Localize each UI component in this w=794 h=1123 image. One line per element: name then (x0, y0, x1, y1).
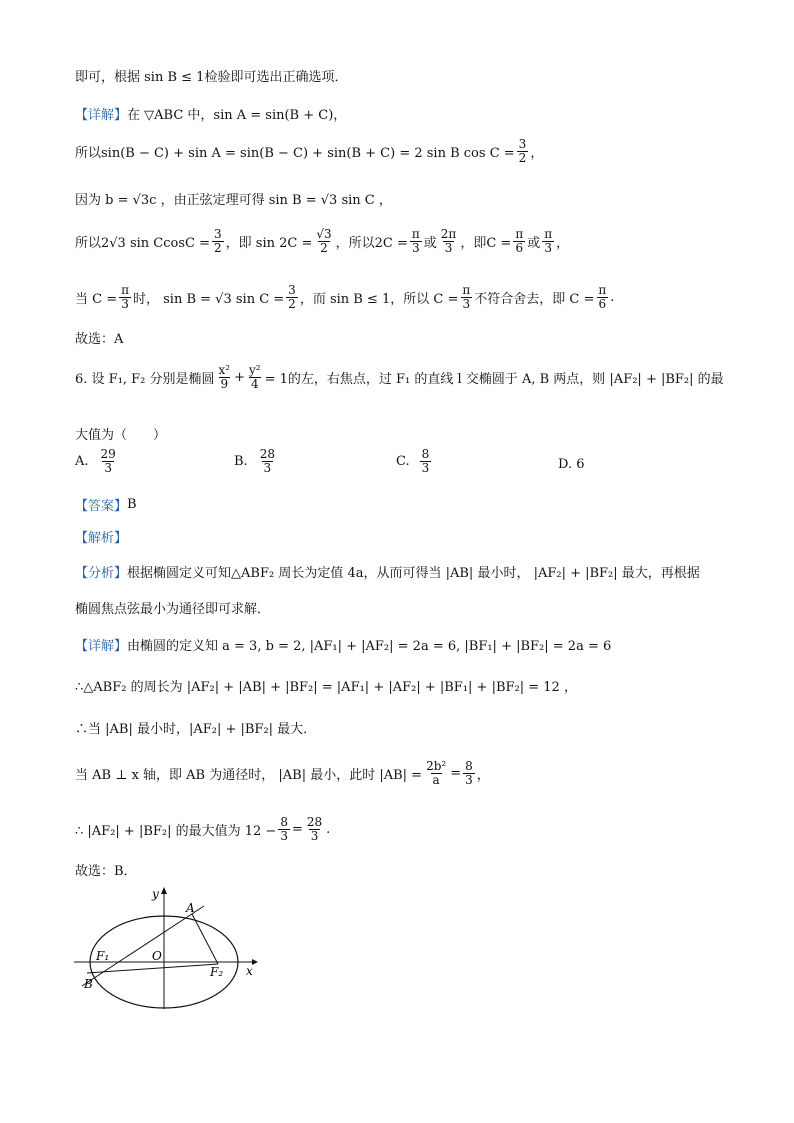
eq4-p1: 当 AB ⊥ x 轴，即 AB 为通径时， |AB| 最小，此时 |AB| = (75, 767, 423, 783)
eq2-frac4 (439, 228, 459, 254)
answer-value: B (127, 497, 137, 512)
option-c-fraction (420, 448, 432, 474)
eq4-f1-num: 2b² (426, 759, 447, 773)
option-b-den: 3 (263, 460, 272, 475)
eq3-f3-den: 3 (462, 296, 471, 311)
eq4-frac1 (424, 760, 448, 786)
answer-prev-line (75, 328, 123, 347)
label-y: y (152, 887, 159, 901)
when-min-text: ∴当 |AB| 最小时，|AF₂| + |BF₂| 最大． (75, 722, 317, 737)
eq2-f6-num: π (544, 227, 553, 241)
eq5-f2-den: 3 (310, 828, 319, 843)
q6-f1-num: x² (218, 363, 231, 377)
answer-prev: 故选：A (75, 332, 124, 347)
eq2-frac6 (542, 228, 554, 254)
eq2-f5-den: 6 (515, 240, 524, 255)
eq1-num: 3 (518, 137, 527, 151)
option-a-den: 3 (104, 460, 112, 475)
option-a (75, 448, 120, 474)
detail-line-2 (75, 635, 611, 654)
eq2-f2-den: 2 (320, 240, 328, 255)
eq2-f3-num: π (411, 227, 420, 241)
eq2-f1-den: 2 (214, 240, 222, 255)
perimeter-line (75, 676, 577, 695)
segment-af2 (192, 914, 218, 964)
fenxi-line-2 (75, 598, 270, 617)
y-axis-arrow (161, 887, 167, 894)
eq1-suffix: ， (530, 145, 544, 161)
option-c-label: C. (396, 453, 410, 469)
eq1-prefix: 所以sin(B − C) + sin A = sin(B − C) + sin(B + C) = 2 sin B cos C = (75, 145, 515, 161)
q6-f1-den: 9 (220, 376, 229, 391)
label-a: A (186, 901, 195, 915)
eq5-p1: ∴ |AF₂| + |BF₂| 的最大值为 12 − (75, 823, 277, 839)
eq5-frac1 (278, 816, 290, 842)
option-a-fraction (99, 448, 118, 474)
option-c-num: 8 (421, 447, 430, 461)
eq5-frac2 (305, 816, 324, 842)
q6-frac-y (247, 364, 263, 390)
eq2-f3-den: 3 (412, 240, 420, 255)
option-c-den: 3 (421, 460, 430, 475)
eq3-frac2 (286, 284, 298, 310)
q6-f2-den: 4 (250, 376, 259, 391)
option-d-label: D. 6 (558, 457, 585, 472)
eq3-f4-den: 6 (598, 296, 607, 311)
eq2-p6: 或 (527, 235, 541, 251)
fenxi-line-1 (75, 562, 700, 581)
eq1-fraction (517, 138, 529, 164)
fenxi-tag: 【分析】 (75, 566, 128, 581)
option-a-num: 29 (100, 447, 116, 461)
eq2-p5: ，即C = (460, 235, 512, 251)
answer-line (75, 495, 137, 514)
eq2-p4: 或 (423, 235, 437, 251)
detail-line-1 (75, 104, 346, 123)
eq4-frac2 (463, 760, 475, 786)
option-a-label: A. (75, 453, 89, 469)
option-b-num: 28 (259, 447, 275, 461)
label-b: B (84, 977, 93, 991)
eq2-f2-num: √3 (316, 227, 332, 241)
eq3-frac1 (119, 284, 131, 310)
eq5-f1-den: 3 (280, 828, 288, 843)
q6-p2: = 1的左，右焦点，过 F₁ 的直线 l 交椭圆于 A, B 两点，则 |AF₂| + |BF₂| 的最 (264, 371, 724, 387)
eq3-f2-num: 3 (288, 283, 296, 297)
final-answer: 故选：B． (75, 864, 137, 879)
q6-p3: 大值为（ ） (75, 428, 167, 443)
q6-f2-num: y² (249, 363, 261, 377)
detail2-text: 由椭圆的定义知 a = 3, b = 2, |AF₁| + |AF₂| = 2a = 6, |BF₁| + |BF₂| = 2a = 6 (127, 639, 612, 654)
eq3-f1-den: 3 (121, 296, 129, 311)
because-text: 因为 b = √3c ，由正弦定理可得 sin B = √3 sin C ， (75, 193, 392, 208)
segment-bf2 (87, 964, 218, 973)
q6-plus: + (234, 369, 246, 385)
eq3-p2: 时， sin B = √3 sin C = (133, 291, 285, 307)
equation-4 (75, 760, 490, 786)
eq4-p2: ， (476, 767, 490, 783)
option-b-label: B. (234, 453, 248, 469)
fenxi-text-1: 根据椭圆定义可知△ABF₂ 周长为定值 4a，从而可得当 |AB| 最小时， |AF₂| + |BF₂| 最大，再根据 (127, 566, 700, 581)
option-c (396, 448, 433, 474)
eq2-f6-den: 3 (544, 240, 552, 255)
eq2-f4-den: 3 (444, 240, 453, 255)
option-d (558, 457, 585, 472)
eq2-frac3 (410, 228, 422, 254)
detail-text: 在 ▽ABC 中，sin A = sin(B + C)， (127, 108, 347, 123)
because-line (75, 189, 392, 208)
label-o: O (152, 949, 162, 963)
eq1-den: 2 (518, 150, 527, 165)
eq2-p2: ，即 sin 2C = (225, 235, 313, 251)
eq2-p7: ， (556, 235, 570, 251)
eq5-f1-num: 8 (280, 815, 288, 829)
question-6-line-1 (75, 364, 724, 390)
equation-5 (75, 816, 330, 842)
eq2-frac2 (314, 228, 333, 254)
label-f1: F₁ (96, 949, 110, 963)
eq3-p5: . (610, 289, 615, 305)
eq2-f4-num: 2π (440, 227, 457, 241)
eq2-p3: ，所以2C = (335, 235, 408, 251)
label-f2: F₂ (210, 965, 224, 979)
eq2-frac1 (212, 228, 224, 254)
eq2-f5-num: π (515, 227, 524, 241)
eq4-f2-num: 8 (465, 759, 473, 773)
intro-line: 即可，根据 sin B ≤ 1检验即可选出正确选项． (75, 70, 348, 85)
eq2-f1-num: 3 (214, 227, 222, 241)
eq3-p3: ，而 sin B ≤ 1，所以 C = (299, 291, 459, 307)
eq3-frac3 (460, 284, 472, 310)
eq5-p2: . (326, 821, 331, 837)
eq3-f4-num: π (598, 283, 607, 297)
label-x: x (246, 964, 253, 978)
option-b-fraction (258, 448, 277, 474)
eq4-f1-den: a (432, 772, 440, 787)
eq3-f3-num: π (462, 283, 471, 297)
equation-2 (75, 228, 569, 254)
eq3-p1: 当 C = (75, 291, 118, 307)
fenxi-text-2: 椭圆焦点弦最小为通径即可求解． (75, 602, 271, 617)
ellipse-figure (72, 884, 262, 1014)
final-answer-line (75, 860, 137, 879)
eq5-f2-num: 28 (306, 815, 323, 829)
detail2-tag: 【详解】 (75, 639, 128, 654)
eq4-f2-den: 3 (465, 772, 473, 787)
eq4-eq: = (450, 765, 462, 781)
perimeter-text: ∴△ABF₂ 的周长为 |AF₂| + |AB| + |BF₂| = |AF₁| + |AF₂| + |BF₁| + |BF₂| = 12 ， (75, 680, 577, 695)
eq3-frac4 (596, 284, 608, 310)
answer-tag: 【答案】 (75, 499, 128, 514)
analysis-tag: 【解析】 (75, 531, 128, 546)
detail-tag: 【详解】 (75, 108, 128, 123)
q6-frac-x (217, 364, 233, 390)
analysis-line (75, 527, 127, 546)
eq3-p4: 不符合舍去，即 C = (474, 291, 595, 307)
question-6-line-2 (75, 424, 166, 443)
when-min-line (75, 718, 316, 737)
equation-1 (75, 138, 543, 164)
eq5-eq: = (291, 821, 303, 837)
eq2-p1: 所以2√3 sin CcosC = (75, 235, 210, 251)
eq2-frac5 (513, 228, 525, 254)
eq3-f2-den: 2 (288, 296, 296, 311)
q6-p1: 6. 设 F₁, F₂ 分别是椭圆 (75, 371, 215, 387)
text-line-1 (75, 66, 347, 85)
equation-3 (75, 284, 614, 310)
option-b (234, 448, 279, 474)
x-axis-arrow (252, 959, 258, 965)
eq3-f1-num: π (121, 283, 129, 297)
